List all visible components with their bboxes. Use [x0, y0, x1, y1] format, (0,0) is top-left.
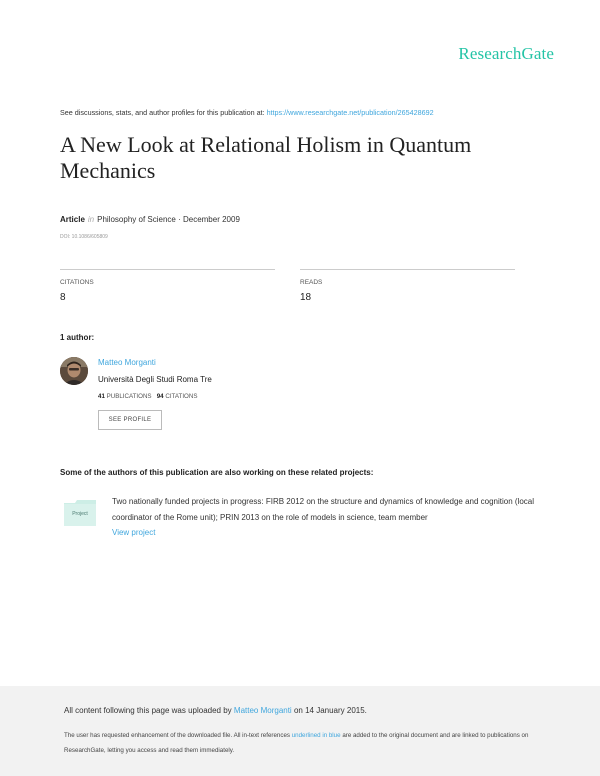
author-stats: [98, 393, 197, 400]
doi-text: DOI: 10.1086/605809: [60, 234, 108, 240]
footer: [0, 686, 600, 776]
enhancement-text-post: are added to the original document and are linked to publications on ResearchGate, letting you access and read them immediately.: [64, 732, 529, 754]
author-avatar[interactable]: [60, 357, 88, 385]
enhancement-text-pre: The user has requested enhancement of the downloaded file. All in-text references: [64, 732, 290, 739]
citations-label: CITATIONS: [60, 279, 94, 286]
paper-title: A New Look at Relational Holism in Quantum Mechanics: [60, 132, 472, 183]
discussion-notice: [60, 108, 434, 117]
author-citations-count: 94: [156, 393, 164, 400]
reads-value: 18: [300, 292, 312, 303]
enhancement-notice: [64, 728, 544, 758]
author-citations-label: CITATIONS: [165, 393, 198, 400]
venue-date: Philosophy of Science · December 2009: [97, 215, 240, 224]
article-type: Article: [60, 215, 85, 224]
projects-heading: Some of the authors of this publication are also working on these related projects:: [60, 468, 374, 477]
author-institution: Università Degli Studi Roma Tre: [98, 375, 212, 384]
publications-label: PUBLICATIONS: [106, 393, 152, 400]
see-profile-button[interactable]: SEE PROFILE: [98, 410, 162, 430]
project-description: Two nationally funded projects in progress: FIRB 2012 on the structure and dynamics of knowledge and cognition (local coordinator of the Rome unit); PRIN 2013 on the role of models in science, team member: [112, 497, 535, 522]
upload-text-post: on 14 January 2015.: [293, 706, 367, 715]
paper-meta: [60, 215, 240, 224]
researchgate-logo[interactable]: ResearchGate: [458, 44, 554, 63]
author-name-link[interactable]: Matteo Morganti: [98, 358, 156, 367]
upload-notice: [64, 706, 367, 715]
project-folder-icon: [64, 500, 96, 526]
reads-label: READS: [300, 279, 323, 286]
project-icon-label: Project: [72, 511, 88, 517]
uploader-link[interactable]: Matteo Morganti: [233, 706, 292, 715]
citations-divider: [60, 269, 275, 270]
underlined-link-text: underlined in blue: [291, 732, 341, 739]
publication-url-link[interactable]: https://www.researchgate.net/publication/265428692: [266, 108, 434, 117]
discussion-text: See discussions, stats, and author profiles for this publication at:: [60, 108, 265, 117]
authors-heading: 1 author:: [60, 333, 95, 342]
view-project-link[interactable]: View project: [112, 528, 156, 537]
reads-divider: [300, 269, 515, 270]
avatar-photo-icon: [60, 357, 88, 385]
citations-value: 8: [60, 292, 66, 303]
publications-count: 41: [98, 393, 105, 400]
in-word: in: [87, 215, 95, 224]
upload-text-pre: All content following this page was uploaded by: [64, 706, 232, 715]
